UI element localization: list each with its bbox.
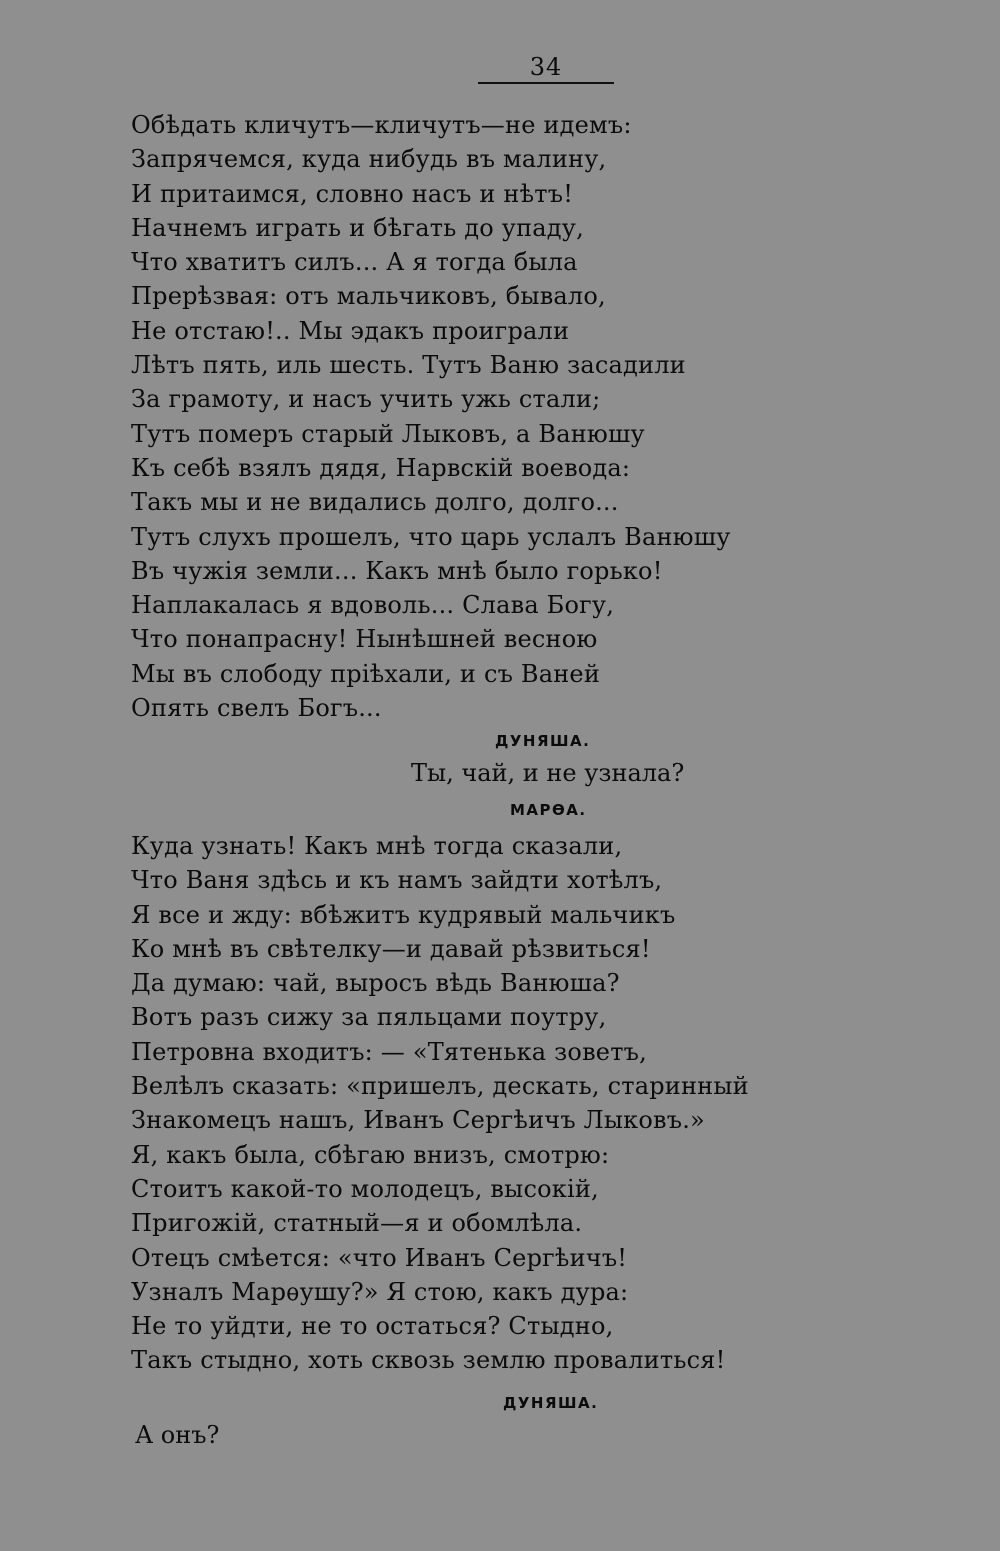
verse-line: Запрячемся, куда нибудь въ малину, xyxy=(131,145,607,174)
page-number: 34 xyxy=(529,53,563,81)
verse-line: Что понапрасну! Нынѣшней весною xyxy=(131,625,598,654)
verse-line: Да думаю: чай, выросъ вѣдь Ванюша? xyxy=(131,969,620,998)
verse-line: Такъ стыдно, хоть сквозь землю провалиться! xyxy=(131,1346,726,1375)
verse-line: Лѣтъ пять, иль шесть. Тутъ Ваню засадили xyxy=(131,351,686,380)
verse-block-1 xyxy=(131,108,751,725)
verse-line: Ко мнѣ въ свѣтелку—и давай рѣзвиться! xyxy=(131,934,651,963)
verse-line: А онъ? xyxy=(135,1421,220,1449)
verse-line: Начнемъ играть и бѣгать до упаду, xyxy=(131,213,584,242)
verse-line: Петровна входитъ: — «Тятенька зоветъ, xyxy=(131,1037,647,1066)
verse-line: Что Ваня здѣсь и къ намъ зайдти хотѣлъ, xyxy=(131,866,663,895)
verse-line: Тутъ слухъ прошелъ, что царь услалъ Ванюшу xyxy=(131,522,731,551)
verse-line: Ты, чай, и не узнала? xyxy=(411,759,685,787)
verse-line: Знакомецъ нашъ, Иванъ Сергѣичъ Лыковъ.» xyxy=(131,1106,705,1135)
verse-line: Стоитъ какой-то молодецъ, высокій, xyxy=(131,1174,599,1203)
verse-line: Опять свелъ Богъ... xyxy=(131,694,382,723)
verse-line: Что хватитъ силъ... А я тогда была xyxy=(131,248,578,277)
verse-line: Куда узнать! Какъ мнѣ тогда сказали, xyxy=(131,832,623,860)
verse-line: Узналъ Марѳушу?» Я стою, какъ дура: xyxy=(131,1277,629,1306)
verse-line: Не отстаю!.. Мы эдакъ проиграли xyxy=(131,316,570,345)
verse-line: Велѣлъ сказать: «пришелъ, дескать, старинный xyxy=(131,1072,749,1101)
verse-line: Я все и жду: вбѣжитъ кудрявый мальчикъ xyxy=(131,900,676,929)
verse-line: Вотъ разъ сижу за пяльцами поутру, xyxy=(131,1003,607,1032)
speaker-name: ДУНЯША. xyxy=(503,1394,599,1412)
verse-line: Такъ мы и не видались долго, долго... xyxy=(131,488,619,517)
verse-line: Наплакалась я вдоволь... Слава Богу, xyxy=(131,591,615,620)
verse-line: И притаимся, словно насъ и нѣтъ! xyxy=(131,179,574,208)
verse-line: Къ себѣ взялъ дядя, Нарвскій воевода: xyxy=(131,453,631,482)
verse-line: Мы въ слободу пріѣхали, и съ Ваней xyxy=(131,659,601,688)
verse-block-2 xyxy=(131,829,751,1378)
verse-line: Не то уйдти, не то остаться? Стыдно, xyxy=(131,1312,614,1341)
verse-line: Отецъ смѣется: «что Иванъ Сергѣичъ! xyxy=(131,1243,628,1272)
page-number-rule xyxy=(478,82,614,84)
verse-line: Пригожій, статный—я и обомлѣла. xyxy=(131,1209,583,1238)
verse-line: Тутъ померъ старый Лыковъ, а Ванюшу xyxy=(131,419,645,448)
speaker-name: МАРѲА. xyxy=(510,801,587,819)
verse-line: За грамоту, и насъ учить ужь стали; xyxy=(131,385,601,414)
verse-line: Я, какъ была, сбѣгаю внизъ, смотрю: xyxy=(131,1140,610,1169)
speaker-name: ДУНЯША. xyxy=(495,732,591,750)
verse-line: Обѣдать кличутъ—кличутъ—не идемъ: xyxy=(131,111,632,139)
verse-line: Въ чужія земли... Какъ мнѣ было горько! xyxy=(131,556,663,585)
verse-line: Прерѣзвая: отъ мальчиковъ, бывало, xyxy=(131,282,606,311)
